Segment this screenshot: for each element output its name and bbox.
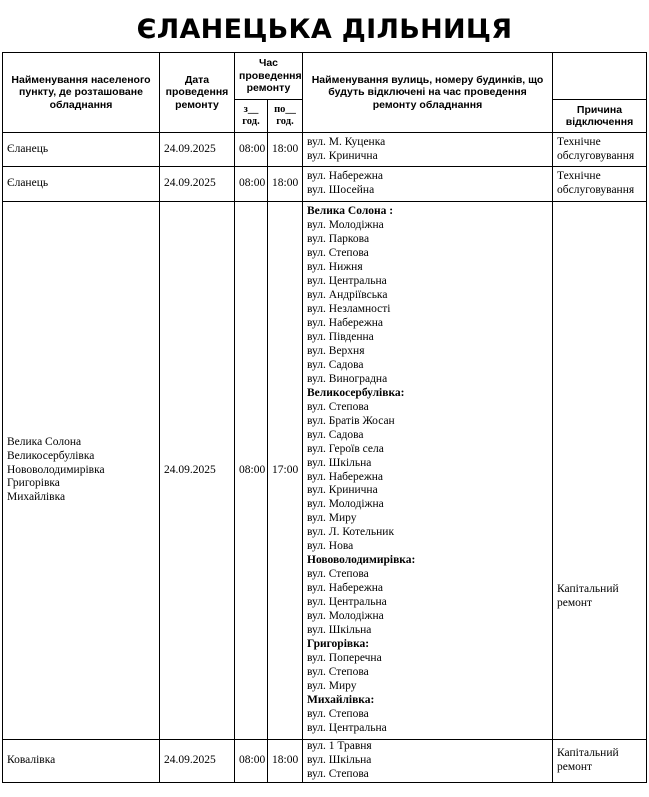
streets-cell xyxy=(303,167,553,202)
street-name: вул. Степова xyxy=(307,568,369,581)
street-name: вул. Нижня xyxy=(307,261,363,274)
settlement-streets-heading: Велика Солона : xyxy=(307,205,394,218)
streets-cell xyxy=(303,202,553,740)
street-name: вул. Миру xyxy=(307,679,357,692)
street-name: вул. Миру xyxy=(307,512,357,525)
street-name: вул. Південна xyxy=(307,330,374,343)
reason-cell: Технічне обслуговування xyxy=(553,133,647,167)
table-body xyxy=(3,133,647,783)
header-streets: Найменування вулиць, номеру будинків, що будуть відключені на час проведення ремонту обладнання xyxy=(303,53,553,133)
time-to-cell: 17:00 xyxy=(268,202,303,740)
settlement-name: Григорівка xyxy=(7,477,60,490)
settlement-streets-heading: Нововолодимирівка: xyxy=(307,554,416,567)
header-time-to: по__ год. xyxy=(268,100,303,133)
street-name: вул. Степова xyxy=(307,767,369,780)
settlement-streets-heading: Михайлівка: xyxy=(307,693,375,706)
street-name: вул. Степова xyxy=(307,247,369,260)
time-from-cell: 08:00 xyxy=(235,202,268,740)
time-from-cell: 08:00 xyxy=(235,740,268,783)
settlement-streets-heading: Великосербулівка: xyxy=(307,386,405,399)
street-name: вул. Центральна xyxy=(307,275,387,288)
street-name: вул. Л. Котельник xyxy=(307,526,395,539)
settlement-cell xyxy=(3,740,160,783)
settlement-cell xyxy=(3,167,160,202)
street-name: вул. 1 Травня xyxy=(307,740,372,752)
header-time-from: з__ год. xyxy=(235,100,268,133)
street-name: вул. Степова xyxy=(307,665,369,678)
street-name: вул. Садова xyxy=(307,358,364,371)
settlement-name: Єланець xyxy=(7,177,49,190)
settlement-name: Михайлівка xyxy=(7,491,66,504)
settlement-cell xyxy=(3,133,160,167)
street-name: вул. Верхня xyxy=(307,344,365,357)
settlement-cell xyxy=(3,202,160,740)
table-row xyxy=(3,167,647,202)
header-reason: Причина відключення xyxy=(553,100,647,133)
street-name: вул. Нова xyxy=(307,540,354,553)
street-name: вул. Степова xyxy=(307,400,369,413)
table-row xyxy=(3,133,647,167)
street-name: вул. Братів Жосан xyxy=(307,414,395,427)
header-settlement: Найменування населеного пункту, де розташоване обладнання xyxy=(3,53,160,133)
street-name: вул. Центральна xyxy=(307,596,387,609)
street-name: вул. Шкільна xyxy=(307,456,372,469)
streets-cell xyxy=(303,133,553,167)
outage-schedule-table xyxy=(2,52,647,783)
street-name: вул. Поперечна xyxy=(307,651,382,664)
time-from-cell: 08:00 xyxy=(235,167,268,202)
settlement-name: Великосербулівка xyxy=(7,449,95,462)
street-name: вул. Виноградна xyxy=(307,372,388,385)
settlement-name: Єланець xyxy=(7,142,49,155)
table-row xyxy=(3,740,647,783)
header-reason-blank xyxy=(553,53,647,100)
street-name: вул. Паркова xyxy=(307,233,370,246)
page-title: ЄЛАНЕЦЬКА ДІЛЬНИЦЯ xyxy=(136,14,513,45)
street-name: вул. Набережна xyxy=(307,582,384,595)
street-name: вул. Молодіжна xyxy=(307,498,384,511)
street-name: вул. Центральна xyxy=(307,721,387,734)
street-name: вул. Садова xyxy=(307,428,364,441)
reason-cell: Капітальний ремонт xyxy=(553,740,647,783)
street-name: вул. Шосейна xyxy=(307,184,375,196)
street-name: вул. Молодіжна xyxy=(307,610,384,623)
date-cell: 24.09.2025 xyxy=(160,133,235,167)
header-time: Час проведення ремонту xyxy=(235,53,303,100)
reason-cell: Технічне обслуговування xyxy=(553,167,647,202)
street-name: вул. Кринична xyxy=(307,484,378,497)
table-header xyxy=(3,53,647,133)
street-name: вул. Набережна xyxy=(307,170,384,183)
reason-cell: Капітальний ремонт xyxy=(553,202,647,740)
street-name: вул. Набережна xyxy=(307,317,384,330)
street-name: вул. М. Куценка xyxy=(307,135,386,148)
settlement-name: Велика Солона xyxy=(7,435,82,448)
time-to-cell: 18:00 xyxy=(268,740,303,783)
date-cell: 24.09.2025 xyxy=(160,167,235,202)
street-name: вул. Героїв села xyxy=(307,442,384,455)
street-name: вул. Молодіжна xyxy=(307,219,384,232)
street-name: вул. Андріївська xyxy=(307,289,388,302)
street-name: вул. Шкільна xyxy=(307,623,372,636)
time-to-cell: 18:00 xyxy=(268,167,303,202)
street-name: вул. Незламності xyxy=(307,303,391,316)
time-to-cell: 18:00 xyxy=(268,133,303,167)
street-name: вул. Набережна xyxy=(307,470,384,483)
settlement-streets-heading: Григорівка: xyxy=(307,637,370,650)
settlement-name: Ковалівка xyxy=(7,753,56,766)
street-name: вул. Степова xyxy=(307,707,369,720)
table-row xyxy=(3,202,647,740)
header-date: Дата проведення ремонту xyxy=(160,53,235,133)
time-from-cell: 08:00 xyxy=(235,133,268,167)
settlement-name: Нововолодимирівка xyxy=(7,463,105,476)
street-name: вул. Кринична xyxy=(307,149,378,162)
date-cell: 24.09.2025 xyxy=(160,202,235,740)
street-name: вул. Шкільна xyxy=(307,753,372,766)
date-cell: 24.09.2025 xyxy=(160,740,235,783)
streets-cell xyxy=(303,740,553,783)
